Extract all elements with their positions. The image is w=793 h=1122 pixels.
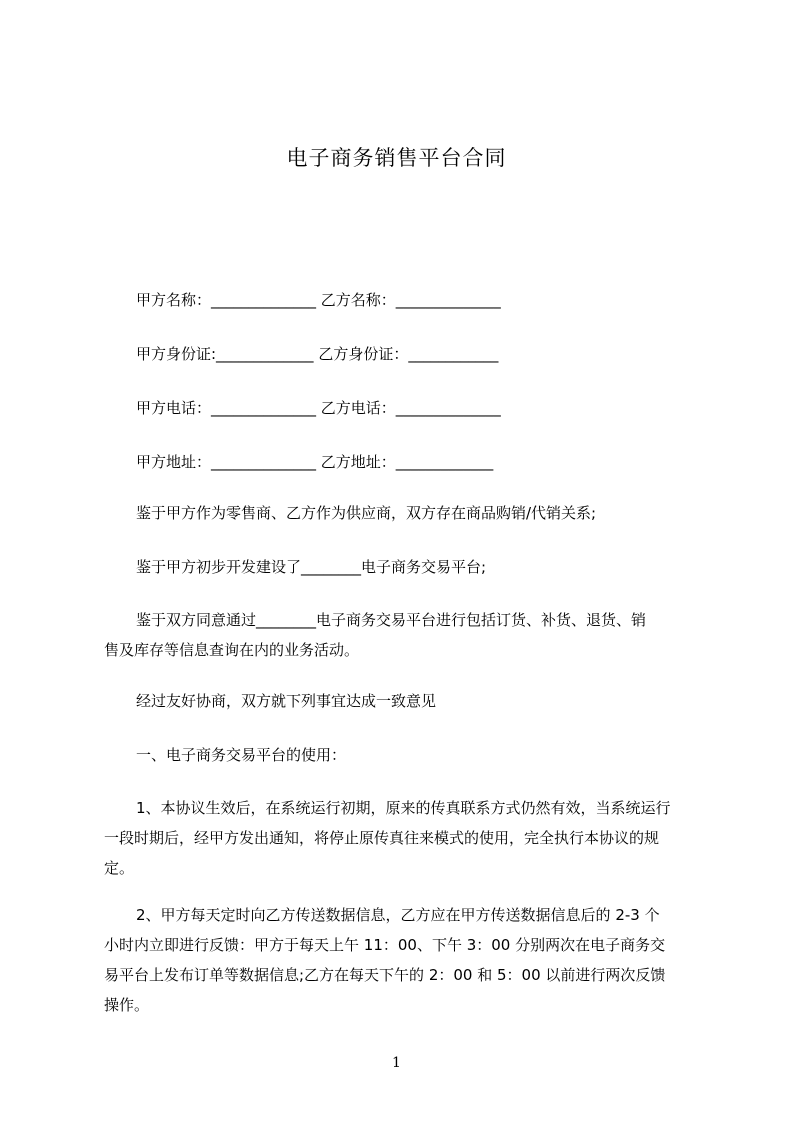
document-title: 电子商务销售平台合同 bbox=[286, 146, 507, 170]
party-phone-field: 甲方电话：______________ 乙方电话：______________ bbox=[136, 399, 501, 417]
clause-1-line-1: 1、本协议生效后，在系统运行初期，原来的传真联系方式仍然有效，当系统运行 bbox=[136, 799, 671, 817]
clause-2-line-3: 易平台上发布订单等数据信息;乙方在每天下午的 2：00 和 5：00 以前进行两次反馈 bbox=[104, 966, 666, 984]
clause-1-line-2: 一段时期后，经甲方发出通知，将停止原传真往来模式的使用，完全执行本协议的规 bbox=[104, 829, 660, 847]
clause-1-line-3: 定。 bbox=[104, 859, 135, 877]
party-name-field: 甲方名称：______________ 乙方名称：______________ bbox=[136, 291, 501, 309]
clause-2-line-2: 小时内立即进行反馈：甲方于每天上午 11：00、下午 3：00 分别两次在电子商务交 bbox=[104, 936, 666, 954]
section-1-heading: 一、电子商务交易平台的使用： bbox=[136, 746, 347, 764]
recital-3 bbox=[104, 605, 708, 665]
clause-1 bbox=[104, 793, 708, 883]
recital-2: 鉴于甲方初步开发建设了________电子商务交易平台; bbox=[136, 558, 487, 576]
agreement-statement: 经过友好协商，双方就下列事宜达成一致意见 bbox=[136, 692, 437, 710]
clause-2-line-1: 2、甲方每天定时向乙方传送数据信息，乙方应在甲方传送数据信息后的 2-3 个 bbox=[136, 906, 660, 924]
recital-3-line-1: 鉴于双方同意通过________电子商务交易平台进行包括订货、补货、退货、销 bbox=[136, 611, 647, 629]
party-address-field: 甲方地址：______________ 乙方地址：_____________ bbox=[136, 453, 494, 471]
recital-3-line-2: 售及库存等信息查询在内的业务活动。 bbox=[104, 641, 360, 659]
recital-1: 鉴于甲方作为零售商、乙方作为供应商，双方存在商品购销/代销关系; bbox=[136, 504, 597, 522]
clause-2-line-4: 操作。 bbox=[104, 996, 150, 1014]
clause-2 bbox=[104, 900, 708, 1020]
page-number: 1 bbox=[392, 1055, 401, 1071]
party-id-field: 甲方身份证:_____________ 乙方身份证：____________ bbox=[136, 345, 499, 363]
